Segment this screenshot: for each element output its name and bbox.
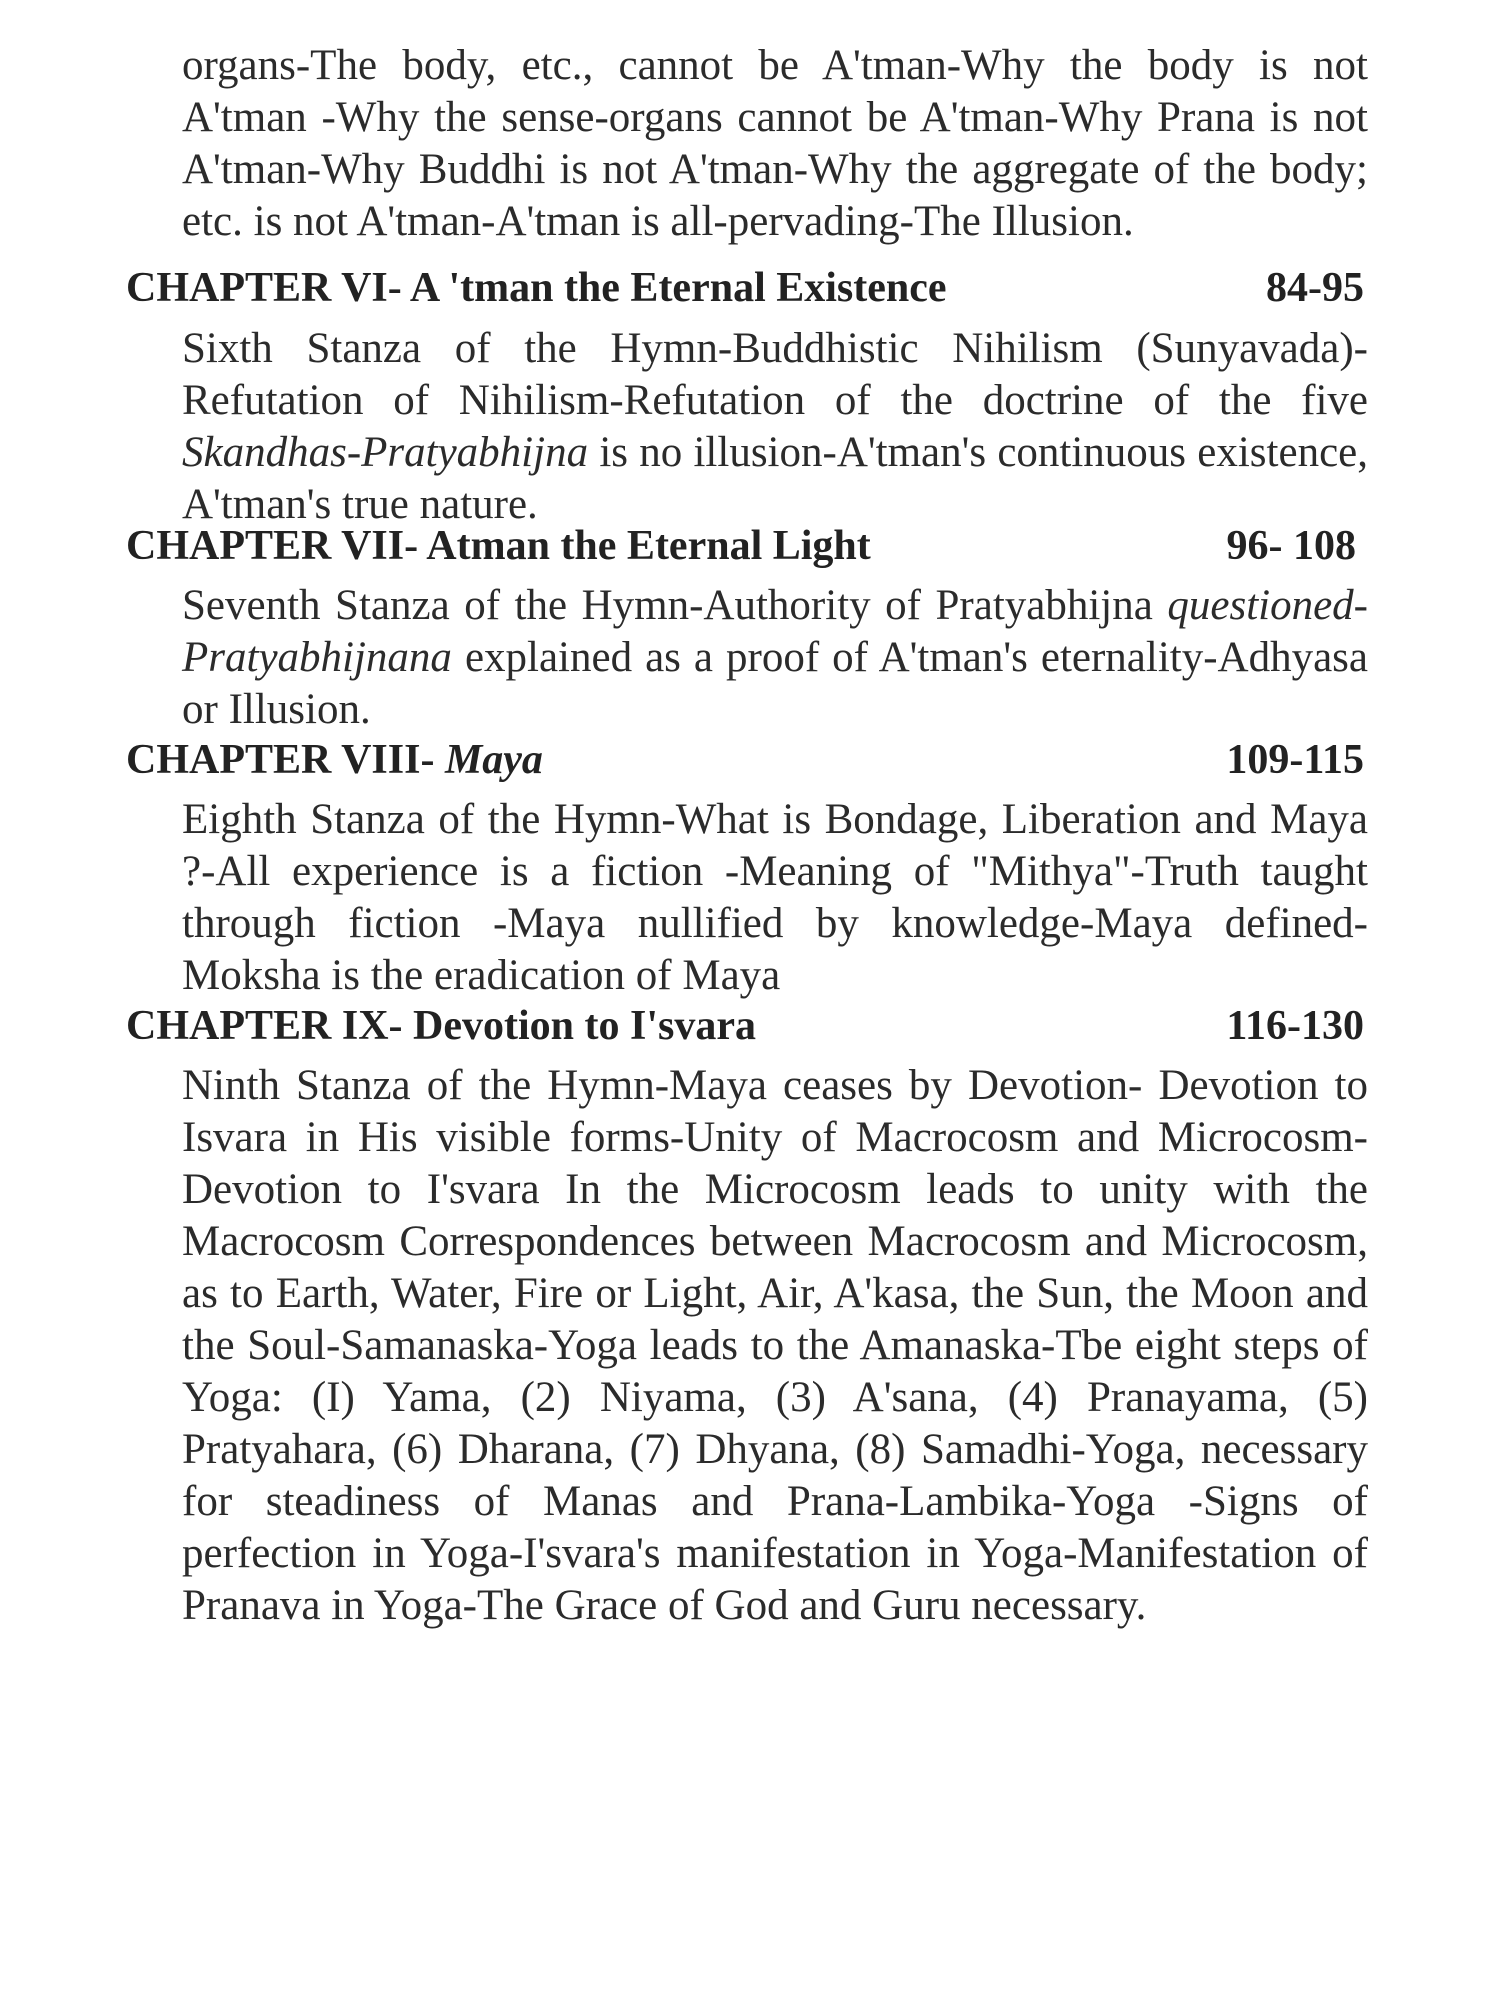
chapter-title: CHAPTER IX- Devotion to I'svara: [126, 1003, 756, 1049]
intro-paragraph: organs-The body, etc., cannot be A'tman-Why the body is not A'tman -Why the sense-organs cannot be A'tman-Why Prana is not A'tman-Why Buddhi is not A'tman-Why the aggregate of the body; etc. is not A'tman-A'tman is all-pervading-The Illusion.: [182, 42, 1368, 245]
chapter-heading-ix: [126, 998, 1364, 1054]
chapter-title: CHAPTER VII- Atman the Eternal Light: [126, 523, 871, 569]
summary-text: Sixth Stanza of the Hymn-Buddhistic Nihilism (Sunyavada)-Refutation of Nihilism-Refutation of the doctrine of the five: [182, 325, 1368, 424]
chapter-page-range: 116-130: [1226, 1003, 1364, 1049]
chapter-page-range: 109-115: [1226, 737, 1364, 783]
chapter-title: CHAPTER VI- A 'tman the Eternal Existence: [126, 265, 947, 311]
chapter-summary-vii: [182, 580, 1368, 736]
summary-text: Seventh Stanza of the Hymn-Authority of Pratyabhijna: [182, 582, 1168, 629]
chapter-summary-ix: Ninth Stanza of the Hymn-Maya ceases by Devotion- Devotion to Isvara in His visible forms-Unity of Macrocosm and Microcosm-Devotion to I'svara In the Microcosm leads to unity with the Macrocosm Correspondences between Macrocosm and Microcosm, as to Earth, Water, Fire or Light, Air, A'kasa, the Sun, the Moon and the Soul-Samanaska-Yoga leads to the Amanaska-Tbe eight steps of Yoga: (I) Yama, (2) Niyama, (3) A'sana, (4) Pranayama, (5) Pratyahara, (6) Dharana, (7) Dhyana, (8) Samadhi-Yoga, necessary for steadiness of Manas and Prana-Lambika-Yoga -Signs of perfection in Yoga-I'svara's manifestation in Yoga-Manifestation of Pranava in Yoga-The Grace of God and Guru necessary.: [182, 1062, 1368, 1629]
chapter-heading-vii: [126, 518, 1364, 574]
chapter-title-italic: Maya: [444, 737, 543, 783]
chapter-page-range: 84-95: [1266, 265, 1364, 311]
chapter-summary-viii: Eighth Stanza of the Hymn-What is Bondage, Liberation and Maya ?-All experience is a fiction -Meaning of "Mithya"-Truth taught through fiction -Maya nullified by knowledge-Maya defined-Moksha is the eradication of Maya: [182, 796, 1368, 999]
chapter-heading-viii: [126, 732, 1364, 788]
summary-text: is no illusion-A'tman's continuous existence, A'tman's true nature.: [182, 429, 1368, 528]
chapter-heading-vi: [126, 260, 1364, 316]
summary-italic-term: Skandhas-Pratyabhijna: [182, 429, 589, 476]
chapter-title: [126, 732, 543, 788]
chapter-summary-vi: [182, 323, 1368, 531]
summary-italic-term: questioned-Pratyabhijnana: [182, 582, 1368, 681]
summary-text: explained as a proof of A'tman's eternality-Adhyasa or Illusion.: [182, 634, 1368, 733]
chapter-title-prefix: CHAPTER VIII-: [126, 737, 445, 783]
chapter-page-range: 96- 108: [1226, 523, 1356, 569]
